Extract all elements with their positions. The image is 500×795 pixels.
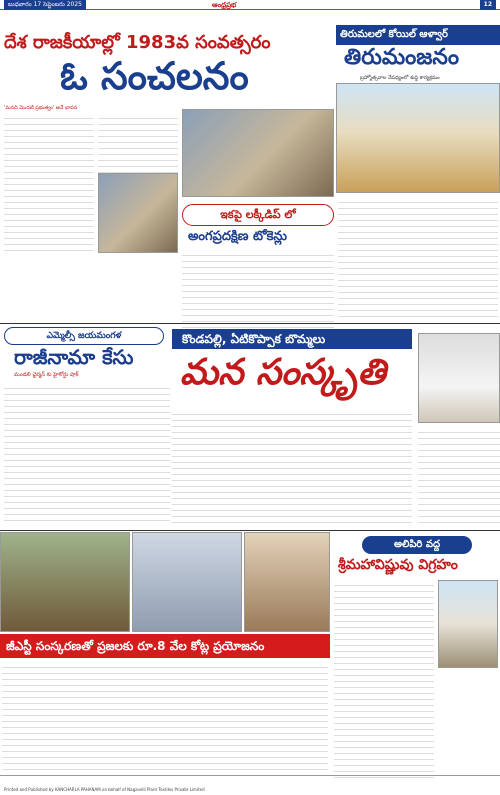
story3-body [182, 250, 334, 332]
story2-body [338, 197, 498, 317]
story4-subhead: మండలి ఛైర్మన్ కు హైకోర్టు షాక్ [14, 372, 79, 378]
story1-subhead: 'మనది మొదటి ప్రభుత్వం' అనే భావన [4, 105, 78, 111]
page-number: 12 [480, 0, 496, 10]
story1-body2 [98, 113, 178, 173]
photo-felicitation [244, 532, 330, 632]
footer [0, 775, 500, 792]
story7 [0, 634, 330, 774]
story1-headline: ఓ సంచలనం [60, 54, 249, 98]
story5-headline: మన సంస్కృతి [180, 352, 386, 393]
issue-date: బుధవారం 17 సెప్టెంబరు 2025 [4, 0, 86, 10]
story2 [336, 11, 500, 321]
story2-headline: తిరుమంజనం [344, 45, 459, 70]
story2-photo [336, 83, 500, 193]
story7-headline: జీఎస్టీ సంస్కరణతో ప్రజలకు రూ.8 వేల కోట్ల ప్రయోజనం [0, 634, 330, 658]
story6-body [334, 580, 434, 780]
story4-body [4, 383, 170, 523]
story5-body2 [418, 427, 500, 523]
story3 [182, 200, 334, 300]
story5 [172, 325, 500, 525]
section-divider [0, 323, 500, 324]
story5-body [172, 409, 412, 523]
story4-headline: రాజీనామా కేసు [14, 345, 134, 369]
story1-photo-crowd [98, 173, 178, 253]
photo-meeting [132, 532, 242, 632]
story6-kicker: అలిపిరి వద్ద [362, 536, 472, 554]
masthead: ఆంధ్రప్రభ [212, 1, 237, 9]
story6-headline: శ్రీమహావిష్ణువు విగ్రహం [338, 557, 458, 573]
story3-subhead: అంగప్రదక్షిణ టోకెన్లు [188, 229, 288, 244]
story4-kicker: ఎమ్మెల్సీ జయమంగళ [4, 327, 164, 345]
footer-imprint: Printed and Published by KANCHARLA PAHANAM on behalf of Nagavelli Plant Textiles Private Limited [4, 787, 205, 792]
story2-kicker: తిరుమలలో కోయిల్ ఆళ్వార్ [336, 25, 500, 45]
story4 [0, 325, 170, 525]
story1 [0, 11, 335, 211]
section-divider-2 [0, 530, 500, 531]
story6 [332, 532, 500, 783]
story1-body [4, 113, 94, 253]
story5-kicker: కొండపల్లి, ఏటికొప్పాక బొమ్మలు [172, 329, 412, 349]
story5-photo [418, 333, 500, 423]
story6-photo [438, 580, 498, 668]
story7-body [2, 662, 328, 772]
story1-kicker: దేశ రాజకీయాల్లో 1983వ సంవత్సరం [4, 32, 271, 53]
photo-hillside [0, 532, 130, 632]
top-bar [0, 0, 500, 10]
story1-photo [182, 109, 334, 197]
story3-headline: ఇకపై లక్కీడిప్ లో [182, 204, 334, 226]
story2-subhead: బ్రహ్మోత్సవాల నేపథ్యంలో శుద్ధి కార్యక్రమం [360, 75, 440, 81]
